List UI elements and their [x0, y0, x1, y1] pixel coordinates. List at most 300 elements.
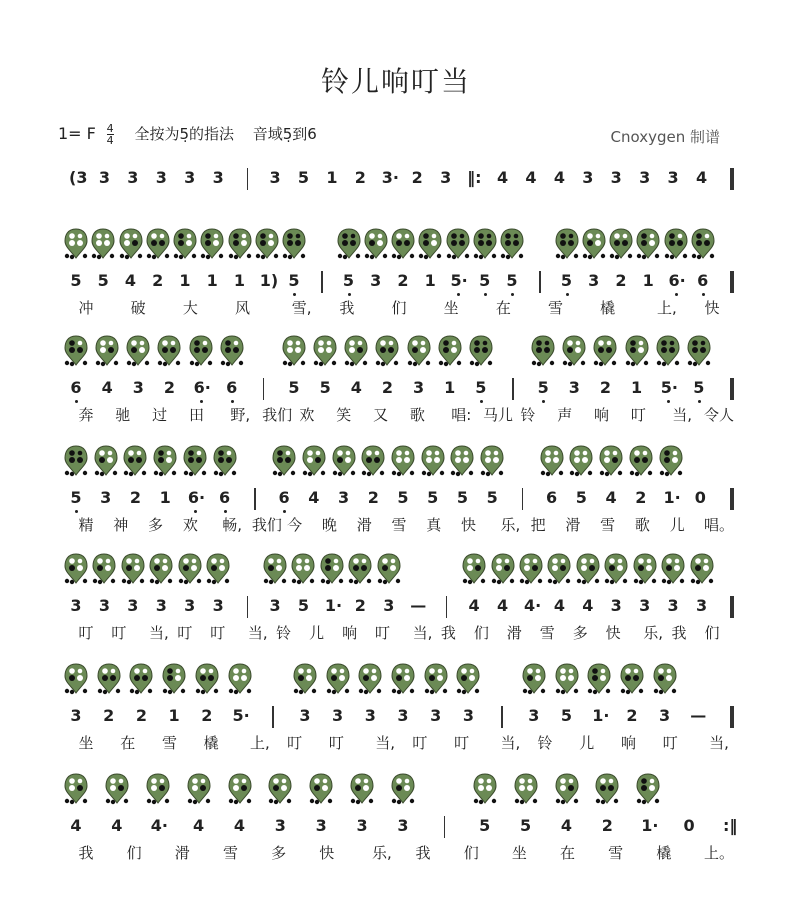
ocarina-fingering-icon [635, 228, 661, 260]
lyric: 乐, [643, 624, 663, 642]
note: 3 [127, 168, 139, 187]
ocarina-fingering-icon [186, 773, 212, 805]
ocarina-fingering-icon [152, 445, 178, 477]
ocarina-fingering-icon [437, 335, 463, 367]
ocarina-fingering-icon [267, 773, 293, 805]
note: 3 [315, 816, 327, 835]
ocarina-fingering-icon [575, 553, 601, 585]
ocarina-fingering-icon [449, 445, 475, 477]
ocarina-fingering-icon [91, 553, 117, 585]
ocarina-fingering-icon [349, 773, 375, 805]
ocarina-fingering-icon [336, 228, 362, 260]
note: 1 [444, 378, 456, 397]
lyric: 过 [152, 406, 168, 424]
note: 1· [324, 596, 343, 615]
ocarina-fingering-icon [199, 228, 225, 260]
ocarina-fingering-icon [554, 663, 580, 695]
note: 3 [397, 706, 409, 725]
ocarina-fingering-icon [581, 228, 607, 260]
bar-line [254, 488, 256, 510]
note: 5 [693, 378, 705, 397]
lyric: 响 [342, 624, 358, 642]
note: 2 [201, 706, 213, 725]
low-octave-dot [566, 293, 569, 296]
bar-line [272, 706, 274, 728]
note: 3 [100, 488, 112, 507]
note: 3 [155, 168, 167, 187]
lyric: 叮 [662, 734, 678, 752]
ocarina-fingering-icon [281, 335, 307, 367]
bar-line [247, 596, 249, 618]
ocarina-fingering-icon [343, 335, 369, 367]
note: 3 [364, 706, 376, 725]
ocarina-fingering-icon [347, 553, 373, 585]
ocarina-fingering-icon [96, 663, 122, 695]
lyric: 在 [120, 734, 136, 752]
lyric: 多 [271, 844, 287, 862]
note: 3 [70, 596, 82, 615]
ocarina-fingering-icon [219, 335, 245, 367]
low-octave-dot [702, 293, 705, 296]
note: 5 [456, 488, 469, 507]
ocarina-fingering-icon [125, 335, 151, 367]
note: 1 [630, 378, 643, 397]
low-octave-dot [194, 510, 197, 513]
ocarina-fingering-icon [319, 553, 345, 585]
lyric: 铃 [537, 734, 553, 752]
lyric: 多 [572, 624, 588, 642]
note: 4 [582, 596, 594, 615]
low-octave-dot [75, 510, 78, 513]
note: 2 [601, 816, 613, 835]
note: 5· [232, 706, 250, 725]
lyric: 雪 [547, 299, 563, 317]
low-octave-dot [511, 293, 514, 296]
ocarina-fingering-icon [63, 553, 89, 585]
key-signature: 1= F [58, 124, 96, 143]
note: 3 [155, 596, 167, 615]
ocarina-fingering-icon [227, 663, 253, 695]
note: 1 [326, 168, 338, 187]
ocarina-fingering-icon [94, 335, 120, 367]
low-octave-dot [542, 400, 545, 403]
note: 2 [397, 271, 409, 290]
note: 4 [605, 488, 617, 507]
note: 3 [337, 488, 350, 507]
ocarina-fingering-icon [652, 663, 678, 695]
lyric: 叮 [210, 624, 226, 642]
ocarina-fingering-icon [194, 663, 220, 695]
low-octave-dot [200, 400, 203, 403]
note: 4· [523, 596, 542, 615]
ocarina-fingering-icon [554, 228, 580, 260]
note: 3 [582, 168, 594, 187]
lyric: 儿 [309, 624, 325, 642]
lyric: 坐 [511, 844, 527, 862]
lyric: 快 [704, 299, 720, 317]
note: 3 [397, 816, 409, 835]
note: 4 [553, 168, 565, 187]
ocarina-fingering-icon [603, 553, 629, 585]
lyric: 乐, [500, 516, 521, 534]
bar-line [247, 168, 249, 190]
note: 1 [179, 271, 191, 290]
lyric: 又 [373, 406, 389, 424]
ocarina-fingering-icon [205, 553, 231, 585]
lyric: 滑 [174, 844, 190, 862]
lyric: 儿 [669, 516, 685, 534]
ocarina-fingering-icon [472, 773, 498, 805]
note: 4 [101, 378, 113, 397]
note: 3 [274, 816, 286, 835]
note: 3 [212, 596, 224, 615]
ocarina-fingering-icon [63, 228, 89, 260]
lyric: 上, [656, 299, 677, 317]
note: 6 [219, 488, 231, 507]
ocarina-fingering-icon [546, 553, 572, 585]
ocarina-fingering-icon [128, 663, 154, 695]
note: 3 [269, 168, 281, 187]
ocarina-fingering-icon [156, 335, 182, 367]
ocarina-fingering-icon [63, 663, 89, 695]
ocarina-fingering-icon [376, 553, 402, 585]
repeat-sign: :‖ [723, 816, 738, 835]
lyric: 精 [78, 516, 94, 534]
note: 5 [319, 378, 331, 397]
note: 5 [70, 488, 82, 507]
note: 4· [150, 816, 168, 835]
ocarina-fingering-icon [301, 445, 327, 477]
low-octave-dot [484, 293, 487, 296]
ocarina-fingering-icon [63, 335, 89, 367]
note: 3 [184, 596, 196, 615]
lyric: 野, [230, 406, 251, 424]
note: 3· [381, 168, 399, 187]
ocarina-fingering-icon [145, 228, 171, 260]
ocarina-fingering-icon [686, 335, 712, 367]
note: 1 [168, 706, 180, 725]
ocarina-fingering-icon [417, 228, 443, 260]
lyric: 们 [126, 844, 142, 862]
lyric: 畅, [222, 516, 242, 534]
bar-line [446, 596, 448, 618]
bar-line [321, 271, 323, 293]
ocarina-fingering-icon [177, 553, 203, 585]
note: 3 [356, 816, 368, 835]
ocarina-fingering-icon [518, 553, 544, 585]
note: 5 [297, 168, 310, 187]
note: 5 [288, 271, 300, 290]
lyric: 冲 [78, 299, 94, 317]
ocarina-fingering-icon [568, 445, 594, 477]
bar-line [732, 488, 734, 510]
ocarina-fingering-icon [660, 553, 686, 585]
note: 3 [370, 271, 382, 290]
low-octave-dot [457, 293, 460, 296]
note: 5 [537, 378, 549, 397]
ocarina-fingering-icon [390, 228, 416, 260]
ocarina-fingering-icon [63, 773, 89, 805]
ocarina-fingering-icon [172, 228, 198, 260]
lyric: 欢 [299, 406, 315, 424]
lyric: 当, [709, 734, 729, 752]
lyric: 破 [130, 299, 146, 317]
note: 5 [342, 271, 355, 290]
note: 2 [411, 168, 423, 187]
lyric: 歌 [409, 406, 425, 424]
ocarina-fingering-icon [357, 663, 383, 695]
note: 4 [308, 488, 320, 507]
ocarina-fingering-icon [290, 553, 316, 585]
note: 1· [663, 488, 681, 507]
bar-line [263, 378, 265, 400]
lyric: 声 [557, 406, 573, 424]
low-octave-dot [75, 400, 78, 403]
bar-line [732, 706, 734, 728]
note: 2 [635, 488, 647, 507]
ocarina-fingering-icon [690, 228, 716, 260]
lyric: 我 [339, 299, 355, 317]
bar-line [732, 168, 734, 190]
note: 3 [98, 596, 110, 615]
note: 6· [193, 378, 211, 397]
ocarina-fingering-icon [472, 228, 498, 260]
lyric: 上。 [703, 844, 734, 862]
ocarina-fingering-icon [445, 228, 471, 260]
ocarina-fingering-icon [423, 663, 449, 695]
note: 3 [383, 596, 395, 615]
ocarina-fingering-icon [212, 445, 238, 477]
ocarina-fingering-icon [254, 228, 280, 260]
ocarina-fingering-icon [312, 335, 338, 367]
note: 3 [184, 168, 196, 187]
low-octave-dot [283, 510, 286, 513]
lyric: 橇 [203, 734, 219, 752]
note: 4 [124, 271, 137, 290]
note: 2 [354, 168, 366, 187]
note: 1· [592, 706, 610, 725]
ocarina-fingering-icon [161, 663, 187, 695]
bar-line [732, 596, 734, 618]
note: 3 [332, 706, 344, 725]
lyric: 雪 [161, 734, 177, 752]
lyric: 奔 [78, 406, 94, 424]
lyric: 田 [188, 406, 204, 424]
ocarina-fingering-icon [331, 445, 357, 477]
ocarina-fingering-icon [561, 335, 587, 367]
note: 6 [697, 271, 709, 290]
ocarina-fingering-icon [624, 335, 650, 367]
bar-line [444, 816, 446, 838]
lyric: 叮 [630, 406, 646, 424]
ocarina-fingering-icon [292, 663, 318, 695]
lyric: 响 [594, 406, 610, 424]
low-octave-dot [698, 400, 701, 403]
note: 4 [233, 816, 246, 835]
note: 2 [354, 596, 366, 615]
ocarina-fingering-icon [104, 773, 130, 805]
lyric: 当, [247, 624, 268, 642]
note: 5 [70, 271, 82, 290]
note: 5 [560, 271, 573, 290]
score-header [58, 123, 317, 146]
bar-line [501, 706, 503, 728]
lyric: 雪 [391, 516, 407, 534]
ocarina-fingering-icon [188, 335, 214, 367]
note: 3 [127, 596, 139, 615]
lyric: 橇 [656, 844, 672, 862]
lyric: 我们 [262, 406, 293, 424]
note: 5 [297, 596, 310, 615]
note: 3 [528, 706, 540, 725]
bar-line [539, 271, 541, 293]
note: 3 [695, 596, 708, 615]
ocarina-fingering-icon [632, 553, 658, 585]
lyric: 令人 [703, 406, 734, 424]
low-octave-dot [667, 400, 670, 403]
lyric: 滑 [356, 516, 372, 534]
ocarina-fingering-icon [455, 663, 481, 695]
ocarina-fingering-icon [594, 773, 620, 805]
low-octave-dot [231, 400, 234, 403]
lyric: 坐 [443, 299, 459, 317]
note: 2 [381, 378, 393, 397]
ocarina-fingering-icon [390, 663, 416, 695]
ocarina-fingering-icon [420, 445, 446, 477]
note: 2 [367, 488, 379, 507]
note: 6 [226, 378, 238, 397]
note: 6· [187, 488, 206, 507]
ocarina-fingering-icon [479, 445, 505, 477]
low-octave-dot [293, 293, 296, 296]
ocarina-fingering-icon [468, 335, 494, 367]
lyric: 们 [391, 299, 407, 317]
note: 1 [233, 271, 246, 290]
ocarina-fingering-icon [521, 663, 547, 695]
note: 1) [259, 271, 279, 290]
repeat-sign: ‖: [467, 168, 482, 187]
note: 3 [70, 706, 82, 725]
lyric: 叮 [287, 734, 303, 752]
note: 3 [568, 378, 580, 397]
ocarina-fingering-icon [360, 445, 386, 477]
ocarina-fingering-icon [148, 553, 174, 585]
ocarina-fingering-icon [227, 773, 253, 805]
ocarina-fingering-icon [374, 335, 400, 367]
note: 2 [615, 271, 627, 290]
lyric: 们 [463, 844, 479, 862]
ocarina-fingering-icon [63, 445, 89, 477]
ocarina-fingering-icon [406, 335, 432, 367]
note: 3 [98, 168, 110, 187]
song-title: 铃儿响叮当 [320, 65, 471, 98]
note: 6 [546, 488, 558, 507]
ocarina-fingering-icon [658, 445, 684, 477]
ocarina-fingering-icon [122, 445, 148, 477]
ocarina-fingering-icon [182, 445, 208, 477]
ocarina-fingering-icon [635, 773, 661, 805]
note: 5 [288, 378, 300, 397]
note: 0 [694, 488, 706, 507]
ocarina-fingering-icon [325, 663, 351, 695]
note: 3 [610, 168, 622, 187]
note: 1 [159, 488, 171, 507]
note: 4 [70, 816, 82, 835]
lyric: 儿 [579, 734, 595, 752]
note: 2 [152, 271, 164, 290]
lyric: 我 [415, 844, 431, 862]
lyric: 叮 [375, 624, 391, 642]
note: 4 [468, 596, 480, 615]
lyric: 唱: [451, 406, 472, 424]
note: 3 [659, 706, 671, 725]
ocarina-fingering-icon [93, 445, 119, 477]
lyric: 晚 [321, 516, 337, 534]
lyric: 笑 [336, 406, 352, 424]
note: 1· [641, 816, 659, 835]
lyric: 雪 [608, 844, 624, 862]
ocarina-fingering-icon [120, 553, 146, 585]
lyric: 坐 [78, 734, 94, 752]
lyric: 叮 [78, 624, 94, 642]
lyric: 上, [250, 734, 270, 752]
low-octave-dot [480, 400, 483, 403]
lyric: 快 [461, 516, 477, 534]
note: 4 [193, 816, 205, 835]
lyric: 叮 [412, 734, 428, 752]
lyric: 马儿 [483, 406, 514, 424]
note: — [690, 706, 707, 725]
lyric: 乐, [372, 844, 392, 862]
fingering-note: 全按为5̣的指法 [134, 125, 234, 143]
lyric: 我 [671, 624, 687, 642]
lyric: 当, [149, 624, 169, 642]
ocarina-fingering-icon [539, 445, 565, 477]
note: 2 [135, 706, 147, 725]
lyric: 滑 [565, 516, 581, 534]
note: 4 [496, 596, 509, 615]
lyric: 叮 [328, 734, 344, 752]
ocarina-fingering-icon [145, 773, 171, 805]
lyric: 快 [319, 844, 335, 862]
note: 5· [660, 378, 678, 397]
note: 4 [496, 168, 509, 187]
lyric: 们 [704, 624, 720, 642]
note: 6· [668, 271, 686, 290]
lyric: 当, [500, 734, 521, 752]
bar-line [522, 488, 524, 510]
note: 3 [639, 596, 651, 615]
lyric: 当, [672, 406, 693, 424]
ocarina-fingering-icon [586, 663, 612, 695]
range-note: 音域5̣到6 [252, 125, 317, 143]
note: 5 [560, 706, 573, 725]
note: 5 [475, 378, 487, 397]
note: 3 [269, 596, 281, 615]
low-octave-dot [348, 293, 351, 296]
note: 5 [397, 488, 409, 507]
ocarina-fingering-icon [363, 228, 389, 260]
note: 3 [430, 706, 442, 725]
note: 4 [111, 816, 123, 835]
ocarina-fingering-icon [461, 553, 487, 585]
lyric: 雪 [600, 516, 616, 534]
time-signature: $\frac{4}{4}$ [106, 122, 114, 147]
lyric: 真 [426, 516, 442, 534]
note: (3 [69, 168, 88, 187]
note: 4 [695, 168, 708, 187]
lyric: 雪 [539, 624, 555, 642]
